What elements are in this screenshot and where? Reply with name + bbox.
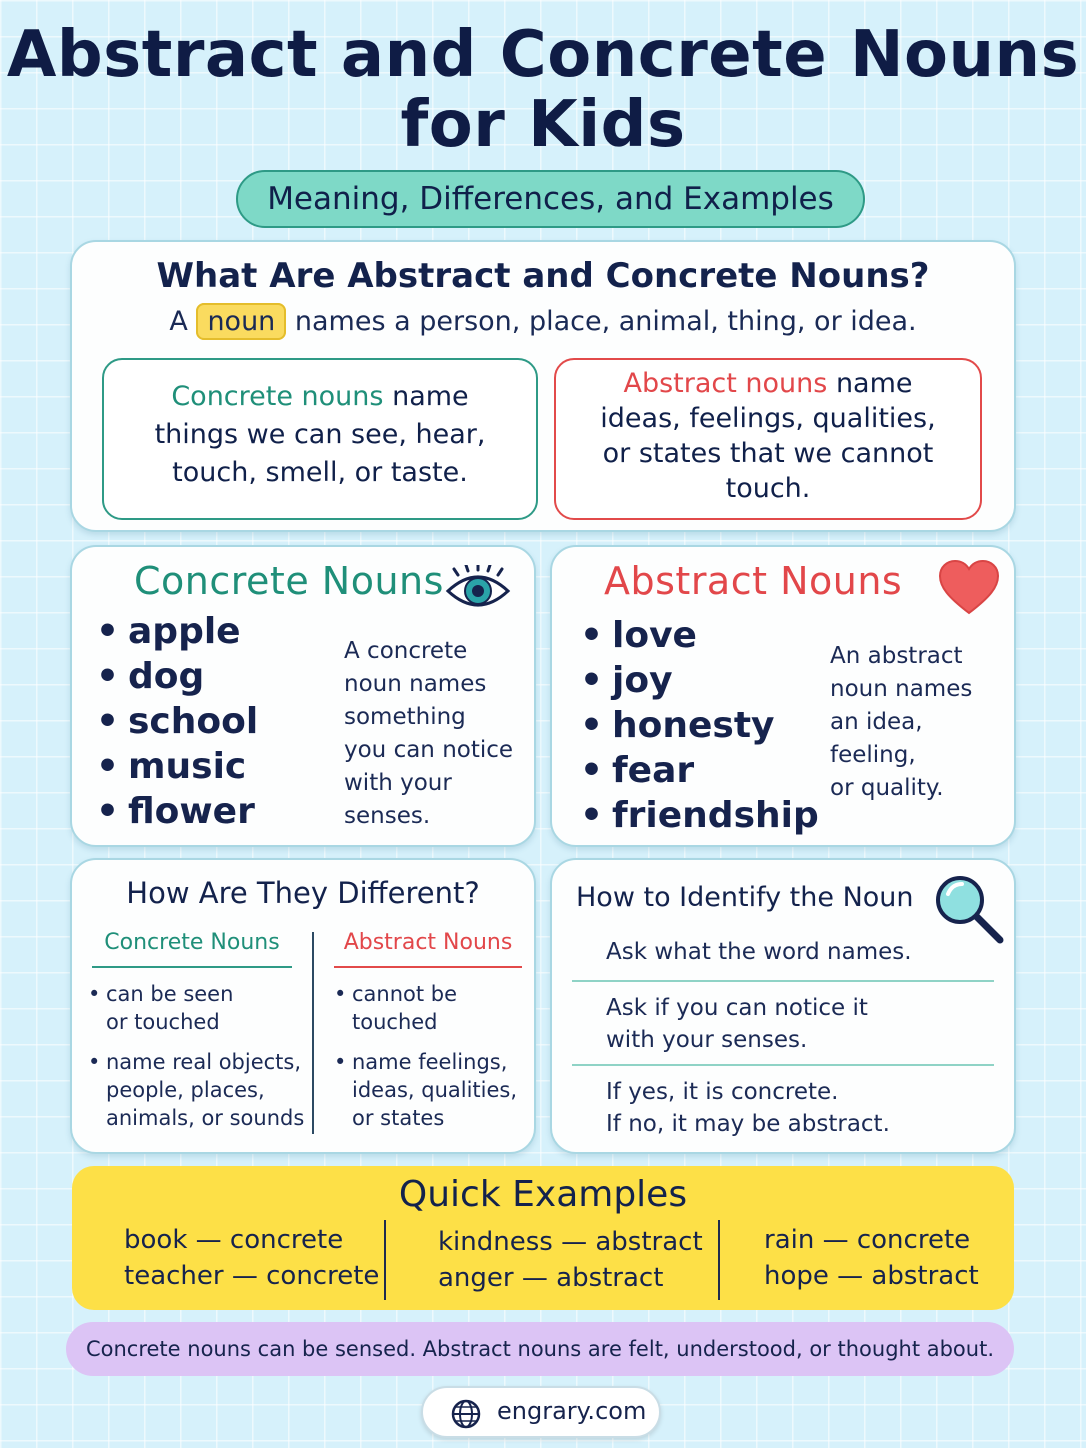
abstract-term: Abstract nouns xyxy=(623,368,828,399)
example-item: rain — concrete xyxy=(764,1225,971,1255)
identify-step-3 xyxy=(606,1076,890,1140)
quick-examples-panel xyxy=(72,1166,1014,1310)
list-item: • fear xyxy=(580,748,819,793)
quick-examples-column-2 xyxy=(438,1224,703,1296)
concrete-explanation xyxy=(344,635,513,833)
globe-icon xyxy=(451,1399,481,1429)
list-item: • flower xyxy=(96,789,258,834)
example-item: teacher — concrete xyxy=(124,1261,380,1291)
column-divider xyxy=(312,932,314,1134)
noun-highlight: noun xyxy=(196,303,286,340)
intro-start: A xyxy=(169,306,188,337)
concrete-definition: name things we can see, hear, touch, smell, or taste. xyxy=(154,381,486,488)
step-divider xyxy=(572,1064,994,1066)
column-divider xyxy=(384,1220,386,1300)
example-item: hope — abstract xyxy=(764,1261,979,1291)
abstract-underline xyxy=(334,966,522,968)
quick-examples-heading: Quick Examples xyxy=(398,1174,688,1215)
step-line: Ask what the word names. xyxy=(606,939,912,965)
step-line: Ask if you can notice it xyxy=(606,995,868,1021)
differences-card xyxy=(70,858,536,1154)
concrete-nouns-card xyxy=(70,545,536,847)
note-line: something xyxy=(344,704,466,730)
example-item: anger — abstract xyxy=(438,1263,664,1293)
concrete-examples-list xyxy=(96,609,258,834)
list-item: • dog xyxy=(96,654,258,699)
step-line: with your senses. xyxy=(606,1027,808,1053)
concrete-term: Concrete nouns xyxy=(171,381,384,412)
step-divider xyxy=(572,980,994,982)
column-divider xyxy=(718,1220,720,1300)
quick-examples-column-3 xyxy=(764,1222,979,1294)
note-line: An abstract xyxy=(830,643,963,669)
note-line: or quality. xyxy=(830,775,944,801)
magnifying-glass-icon xyxy=(932,872,1006,946)
page-title xyxy=(0,20,1086,160)
note-line: noun names xyxy=(830,676,973,702)
identify-card xyxy=(550,858,1016,1154)
abstract-definition: name ideas, feelings, qualities, or states that we cannot touch. xyxy=(600,368,936,504)
subtitle-pill: Meaning, Differences, and Examples xyxy=(236,170,865,228)
heart-icon xyxy=(938,559,1000,617)
intro-end: names a person, place, animal, thing, or idea. xyxy=(294,306,917,337)
list-item: • cannot be touched xyxy=(332,980,532,1036)
eye-icon xyxy=(444,565,512,613)
abstract-card-heading: Abstract Nouns xyxy=(604,559,903,603)
list-item: • name real objects, people, places, animals, or sounds xyxy=(86,1048,308,1132)
step-line: If no, it may be abstract. xyxy=(606,1111,890,1137)
website-pill[interactable] xyxy=(421,1386,661,1438)
abstract-differences-list xyxy=(332,980,532,1144)
definition-intro xyxy=(72,306,1014,337)
differences-heading: How Are They Different? xyxy=(126,876,480,910)
abstract-explanation xyxy=(830,640,972,805)
definition-heading: What Are Abstract and Concrete Nouns? xyxy=(156,256,930,296)
concrete-definition-box xyxy=(102,358,538,520)
note-line: feeling, xyxy=(830,742,916,768)
list-item: • name feelings, ideas, qualities, or states xyxy=(332,1048,532,1132)
title-line-2: for Kids xyxy=(400,88,686,162)
list-item: • can be seen or touched xyxy=(86,980,308,1036)
definition-card xyxy=(70,240,1016,532)
abstract-nouns-card xyxy=(550,545,1016,847)
abstract-definition-box xyxy=(554,358,982,520)
website-link[interactable]: engrary.com xyxy=(497,1397,647,1425)
abstract-column-heading: Abstract Nouns xyxy=(343,930,513,955)
concrete-differences-list xyxy=(86,980,308,1144)
example-item: kindness — abstract xyxy=(438,1227,703,1257)
note-line: an idea, xyxy=(830,709,923,735)
list-item: • music xyxy=(96,744,258,789)
list-item: • joy xyxy=(580,658,819,703)
list-item: • honesty xyxy=(580,703,819,748)
list-item: • apple xyxy=(96,609,258,654)
concrete-card-heading: Concrete Nouns xyxy=(134,559,444,603)
concrete-column-heading: Concrete Nouns xyxy=(104,930,280,955)
step-line: If yes, it is concrete. xyxy=(606,1079,839,1105)
title-line-1: Abstract and Concrete Nouns xyxy=(6,18,1080,92)
note-line: with your xyxy=(344,770,452,796)
summary-banner: Concrete nouns can be sensed. Abstract nouns are felt, understood, or thought about. xyxy=(66,1322,1014,1376)
concrete-underline xyxy=(92,966,292,968)
list-item: • friendship xyxy=(580,793,819,838)
note-line: noun names xyxy=(344,671,487,697)
quick-examples-column-1 xyxy=(124,1222,379,1294)
abstract-examples-list xyxy=(580,613,819,838)
identify-step-1 xyxy=(606,936,912,968)
note-line: you can notice xyxy=(344,737,514,763)
identify-heading: How to Identify the Noun xyxy=(576,882,914,913)
example-item: book — concrete xyxy=(124,1225,344,1255)
identify-step-2 xyxy=(606,992,868,1056)
note-line: senses. xyxy=(344,803,431,829)
list-item: • school xyxy=(96,699,258,744)
list-item: • love xyxy=(580,613,819,658)
note-line: A concrete xyxy=(344,638,468,664)
